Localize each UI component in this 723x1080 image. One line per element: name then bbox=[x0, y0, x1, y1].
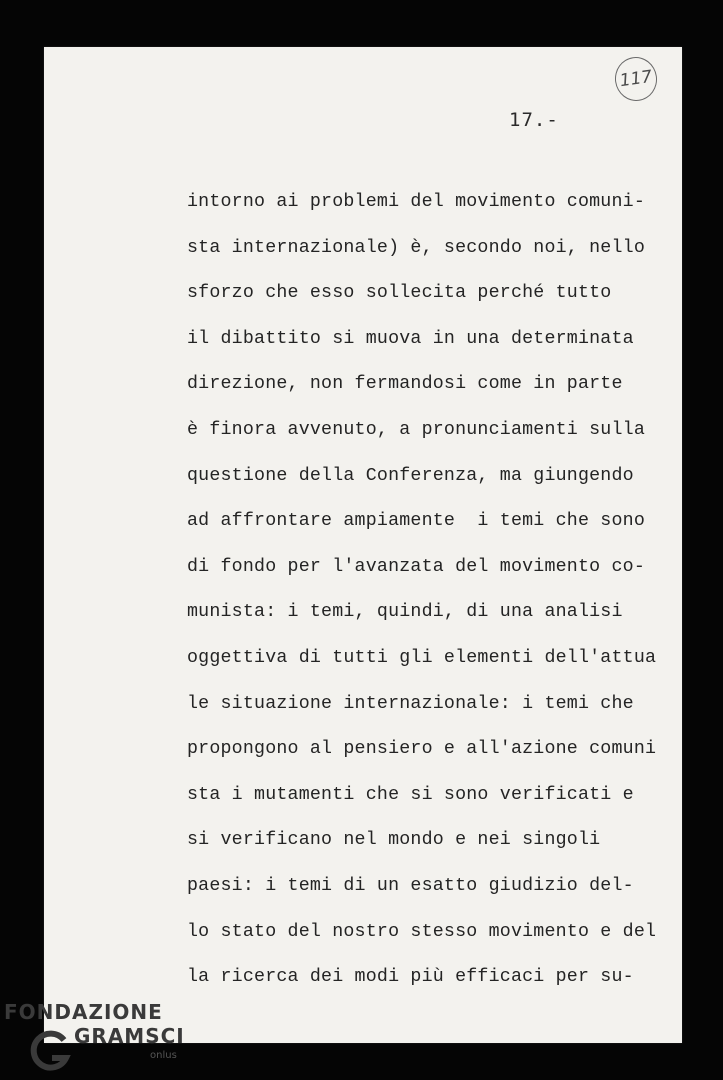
watermark-suffix: onlus bbox=[150, 1050, 177, 1061]
text-line: ad affrontare ampiamente i temi che sono bbox=[187, 511, 645, 532]
text-line: le situazione internazionale: i temi che bbox=[187, 693, 634, 714]
text-line: il dibattito si muova in una determinata bbox=[187, 328, 634, 349]
text-line: paesi: i temi di un esatto giudizio del- bbox=[187, 875, 634, 896]
archive-number: 117 bbox=[618, 66, 654, 92]
text-line: oggettiva di tutti gli elementi dell'attua bbox=[187, 647, 657, 668]
text-line: lo stato del nostro stesso movimento e del bbox=[187, 921, 657, 942]
text-line: la ricerca dei modi più efficaci per su- bbox=[187, 967, 634, 988]
watermark-line1: FONDAZIONE bbox=[4, 1000, 163, 1024]
text-line: è finora avvenuto, a pronunciamenti sulla bbox=[187, 419, 645, 440]
text-line: intorno ai problemi del movimento comuni- bbox=[187, 192, 645, 212]
text-line: munista: i temi, quindi, di una analisi bbox=[187, 602, 623, 623]
text-line: di fondo per l'avanzata del movimento co- bbox=[187, 556, 645, 577]
foundation-watermark-logo bbox=[4, 998, 184, 1078]
watermark-line2: GRAMSCI bbox=[74, 1024, 185, 1048]
text-line: si verificano nel mondo e nei singoli bbox=[187, 830, 601, 851]
text-line: sta i mutamenti che si sono verificati e bbox=[187, 784, 634, 805]
g-logo-icon bbox=[28, 1028, 74, 1074]
text-line: propongono al pensiero e all'azione comuni bbox=[187, 739, 657, 760]
typed-text-body bbox=[187, 180, 682, 1001]
page-number: 17.- bbox=[509, 109, 559, 131]
text-line: direzione, non fermandosi come in parte bbox=[187, 374, 623, 395]
text-line: sta internazionale) è, secondo noi, nello bbox=[187, 237, 645, 258]
text-line: sforzo che esso sollecita perché tutto bbox=[187, 283, 612, 304]
text-line: questione della Conferenza, ma giungendo bbox=[187, 465, 634, 486]
